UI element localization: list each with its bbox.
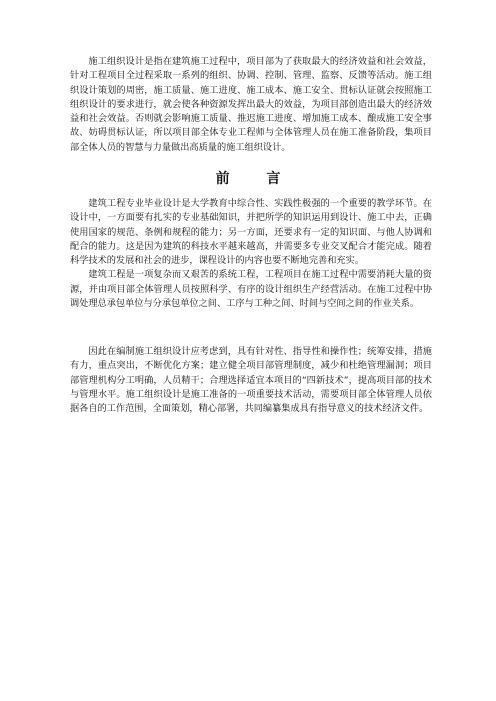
intro-paragraph: 施工组织设计是指在建筑施工过程中，项目部为了获取最大的经济效益和社会效益，针对工程项目全过程采取一系列的组织、协调、控制、管理、监察、反馈等活动。施工组织设计策划的周密，施工质量、施工进度、施工成本、施工安全、贯标认证就会按照施工组织设计的要求进行，就会使各种资源发挥出最大的效益，为项目部创造出最大的经济效益和社会效益。否则就会影响施工质量、推迟施工进度、增加施工成本、酿成施工安全事故、妨碍贯标认证，所以项目部全体专业工程师与全体管理人员在施工准备阶段，集项目部全体人员的智慧与力量做出高质量的施工组织设计。 bbox=[70, 56, 432, 153]
preface-section bbox=[70, 197, 432, 311]
preface-paragraph-3: 因此在编制施工组织设计应考虑到，具有针对性、指导性和操作性；统筹安排，措施有力，重点突出，不断优化方案；建立健全项目部管理制度，减少和杜绝管理漏洞；项目部管理机构分工明确，人员精干；合理选择适宜本项目的“四新技术”，提高项目部的技术与管理水平。施工组织设计是施工准备的一项重要技术活动，需要项目部全体管理人员依据各自的工作范围，全面策划，精心部署，共同编纂集成具有指导意义的技术经济文件。 bbox=[70, 346, 432, 415]
preface-section-2 bbox=[70, 345, 432, 416]
preface-heading: 前 言 bbox=[215, 171, 297, 187]
preface-paragraph-1: 建筑工程专业毕业设计是大学教育中综合性、实践性极强的一个重要的教学环节。在设计中，一方面要有扎实的专业基础知识，并把所学的知识运用到设计、施工中去，正确使用国家的规范、条例和规程的能力；另一方面，还要求有一定的知识面、与他人协调和配合的能力。这是因为建筑的科技水平越来越高，并需要多专业交叉配合才能完成。随着科学技术的发展和社会的进步，课程设计的内容也要不断地完善和充实。 bbox=[70, 198, 432, 267]
intro-section bbox=[70, 55, 432, 155]
preface-paragraph-2: 建筑工程是一项复杂而又艰苦的系统工程，工程项目在施工过程中需要消耗大量的资源，并由项目部全体管理人员按照科学、有序的设计组织生产经营活动。在施工过程中协调处理总承包单位与分承包单位之间、工序与工种之间、时间与空间之间的作业关系。 bbox=[70, 269, 432, 310]
